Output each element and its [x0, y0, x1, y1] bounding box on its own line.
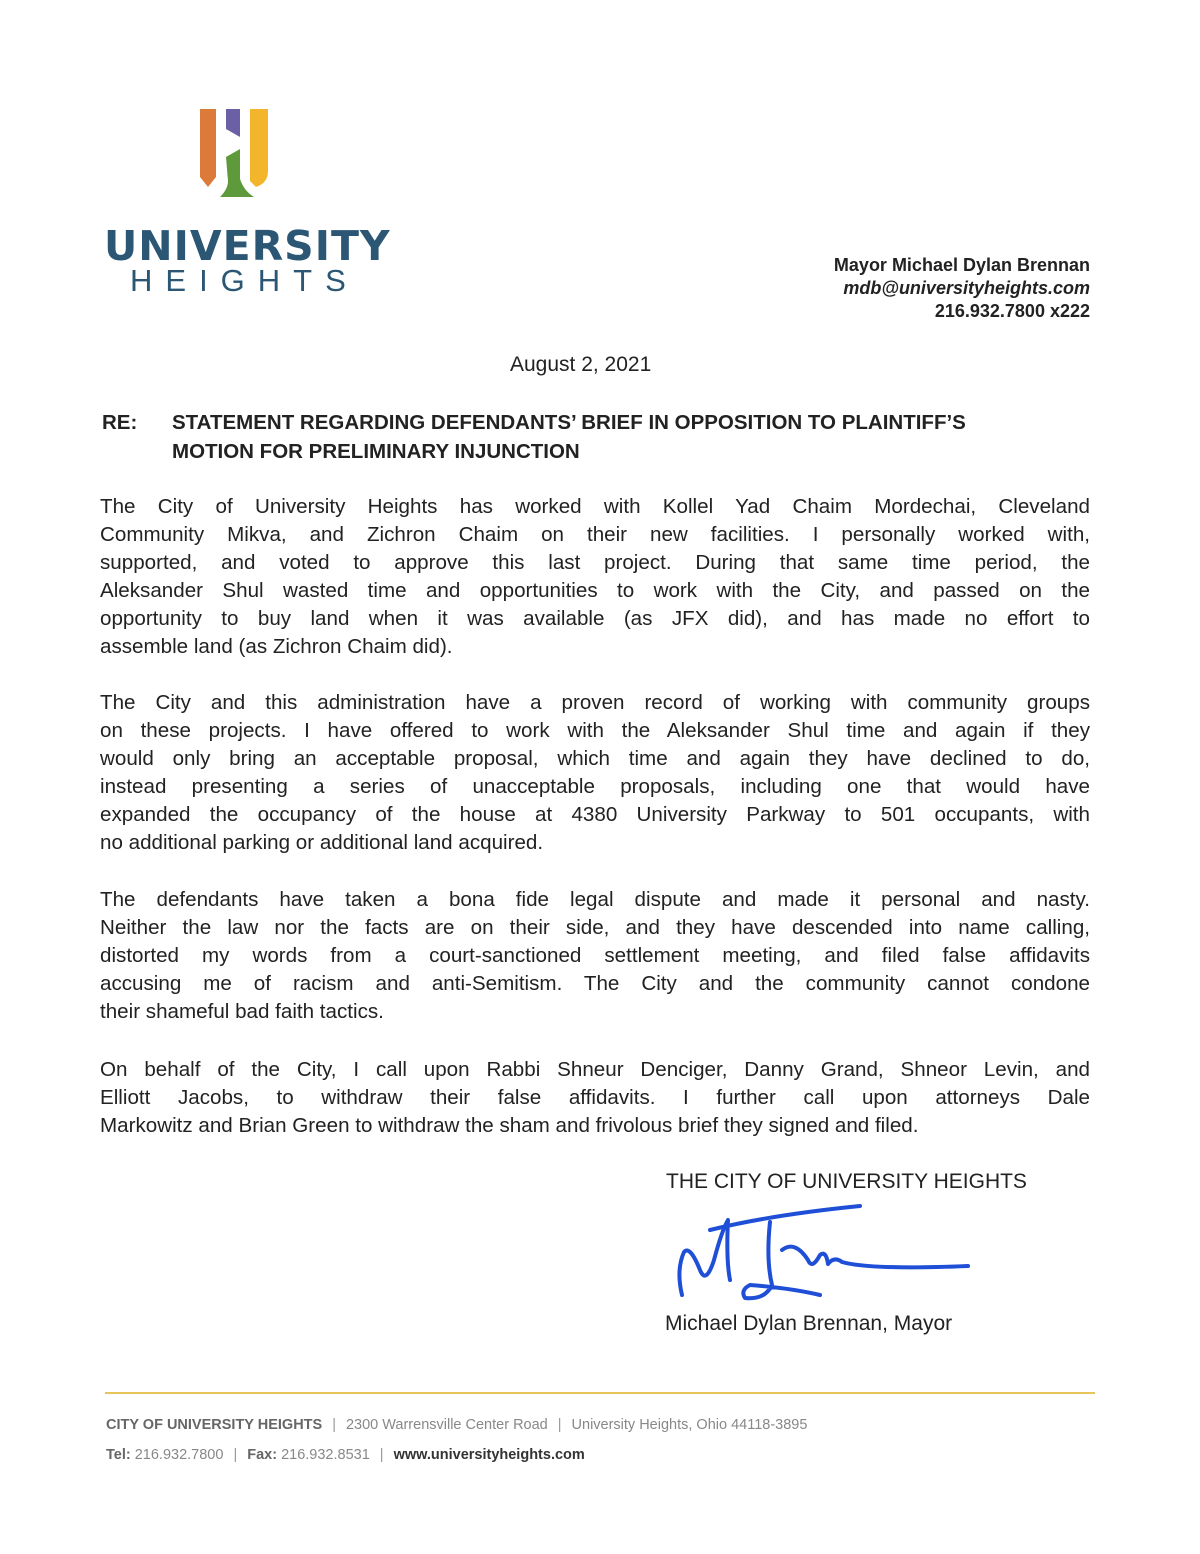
footer-line-1: [106, 1417, 807, 1433]
body-line: their shameful bad faith tactics.: [100, 1000, 384, 1023]
paragraph-2: [100, 689, 1090, 857]
body-line: accusing me of racism and anti-Semitism. The City and the community cannot condone: [100, 972, 1090, 995]
footer-line-2: [106, 1447, 585, 1463]
letter-date: August 2, 2021: [510, 353, 652, 376]
footer-address: 2300 Warrensville Center Road: [345, 1417, 548, 1433]
footer-city: University Heights, Ohio 44118-3895: [571, 1417, 808, 1433]
body-line: The City of University Heights has worked with Kollel Yad Chaim Mordechai, Cleveland: [100, 495, 1090, 518]
mayor-email: mdb@universityheights.com: [843, 278, 1090, 298]
body-line: no additional parking or additional land acquired.: [100, 831, 544, 854]
mayor-phone: 216.932.7800 x222: [934, 301, 1090, 321]
university-heights-logo-icon: [198, 107, 274, 201]
body-line: Community Mikva, and Zichron Chaim on their new facilities. I personally worked with,: [100, 523, 1090, 546]
tel-label: Tel:: [106, 1447, 131, 1463]
body-line: distorted my words from a court-sanctioned settlement meeting, and filed false affidavits: [100, 944, 1090, 967]
body-line: Elliott Jacobs, to withdraw their false affidavits. I further call upon attorneys Dale: [100, 1086, 1090, 1109]
body-line: The City and this administration have a proven record of working with community groups: [100, 691, 1090, 714]
separator: |: [332, 1417, 336, 1433]
paragraph-3: [100, 886, 1090, 1026]
body-line: opportunity to buy land when it was available (as JFX did), and has made no effort to: [100, 607, 1090, 630]
mayor-name: Mayor Michael Dylan Brennan: [833, 255, 1090, 275]
subject-title-line1: STATEMENT REGARDING DEFENDANTS’ BRIEF IN OPPOSITION TO PLAINTIFF’S: [172, 411, 966, 434]
paragraph-1: [100, 493, 1090, 661]
body-line: expanded the occupancy of the house at 4380 University Parkway to 501 occupants, with: [100, 803, 1090, 826]
mayor-contact-block: [834, 254, 1090, 323]
separator: |: [233, 1447, 238, 1463]
body-line: assemble land (as Zichron Chaim did).: [100, 635, 453, 658]
signature-icon: [670, 1200, 980, 1315]
separator: |: [557, 1417, 562, 1433]
paragraph-4: [100, 1056, 1090, 1140]
body-line: The defendants have taken a bona fide legal dispute and made it personal and nasty.: [100, 888, 1090, 911]
subject-line: [102, 408, 966, 463]
body-line: would only bring an acceptable proposal, which time and again they have declined to do,: [100, 747, 1090, 770]
signatory-name: Michael Dylan Brennan, Mayor: [665, 1312, 953, 1335]
logo-wordmark-university: UNIVERSITY: [104, 222, 391, 270]
footer-fax: 216.932.8531: [281, 1447, 370, 1463]
footer-website-link[interactable]: www.universityheights.com: [393, 1447, 585, 1463]
body-line: Neither the law nor the facts are on their side, and they have descended into name calling,: [100, 916, 1090, 939]
body-line: On behalf of the City, I call upon Rabbi Shneur Denciger, Danny Grand, Shneor Levin, and: [100, 1058, 1090, 1081]
re-label: RE:: [102, 411, 138, 434]
body-line: Markowitz and Brian Green to withdraw the sham and frivolous brief they signed and filed.: [100, 1114, 919, 1137]
footer-org: CITY OF UNIVERSITY HEIGHTS: [106, 1417, 323, 1433]
subject-title-line2: MOTION FOR PRELIMINARY INJUNCTION: [172, 440, 580, 463]
body-line: on these projects. I have offered to work with the Aleksander Shul time and again if they: [100, 719, 1090, 742]
footer-divider: [105, 1392, 1095, 1394]
closing-org: THE CITY OF UNIVERSITY HEIGHTS: [666, 1170, 1027, 1193]
body-line: supported, and voted to approve this last project. During that same time period, the: [100, 551, 1090, 574]
body-line: Aleksander Shul wasted time and opportunities to work with the City, and passed on the: [100, 579, 1090, 602]
body-line: instead presenting a series of unacceptable proposals, including one that would have: [100, 775, 1090, 798]
logo-wordmark-heights: HEIGHTS: [130, 263, 359, 298]
separator: |: [379, 1447, 384, 1463]
footer-tel: 216.932.7800: [134, 1447, 224, 1463]
fax-label: Fax:: [247, 1447, 278, 1463]
